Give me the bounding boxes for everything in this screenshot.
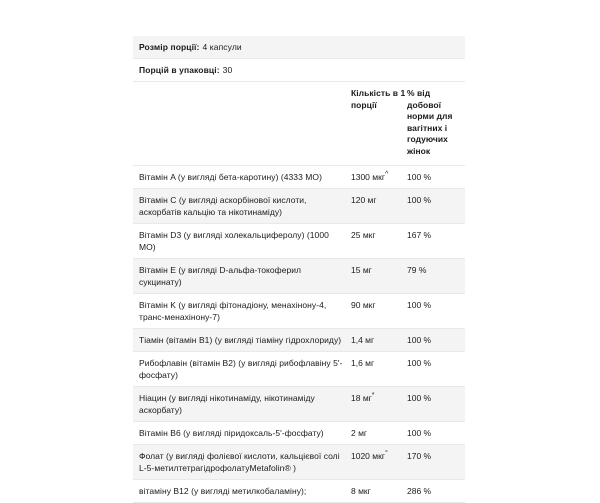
- nutrient-row: [133, 329, 465, 352]
- nutrient-amount: [351, 450, 407, 462]
- nutrient-name: Вітамін D3 (у вигляді холекальциферолу) (1000 МО): [139, 230, 329, 252]
- nutrient-amount-footnote-marker: ^: [384, 171, 389, 179]
- nutrient-name: Ніацин (у вигляді нікотинаміду, нікотинаміду аскорбату): [139, 393, 315, 415]
- nutrient-amount-value: 120 мг: [351, 195, 377, 205]
- column-header-row: [133, 82, 465, 166]
- nutrient-daily-value: 100 %: [407, 393, 432, 403]
- nutrient-amount-footnote-marker: *: [371, 392, 375, 400]
- nutrient-amount-value: 90 мкг: [351, 300, 376, 310]
- nutrient-amount-value: 2 мг: [351, 428, 368, 438]
- nutrient-daily-value: 100 %: [407, 335, 432, 345]
- nutrient-amount-value: 1,4 мг: [351, 335, 375, 345]
- nutrient-amount: [351, 334, 407, 346]
- nutrient-amount-value: 1300 мкг: [351, 172, 385, 182]
- nutrient-name: Вітамін A (у вигляді бета-каротину) (4333 МО): [139, 172, 322, 182]
- serving-info-row: [133, 36, 465, 59]
- nutrient-name: Рибофлавін (вітамін B2) (у вигляді рибофлавіну 5'-фосфату): [139, 358, 343, 380]
- nutrient-daily-value: 100 %: [407, 172, 432, 182]
- nutrient-amount-value: 15 мг: [351, 265, 372, 275]
- nutrient-name: Вітамін B6 (у вигляді піридоксаль-5'-фосфату): [139, 428, 324, 438]
- nutrient-amount: [351, 264, 407, 276]
- nutrient-daily-value: 170 %: [407, 451, 432, 461]
- nutrient-amount: [351, 171, 407, 183]
- nutrient-name: Тіамін (вітамін B1) (у вигляді тіаміну гідрохлориду): [139, 335, 342, 345]
- nutrient-daily-value: 100 %: [407, 195, 432, 205]
- nutrient-amount-value: 18 мг: [351, 393, 372, 403]
- nutrient-name: Фолат (у вигляді фолієвої кислоти, кальцієвої солі L-5-метилтетрагідрофолатуMetafolin® ): [139, 451, 340, 473]
- nutrient-daily-value: 100 %: [407, 428, 432, 438]
- nutrient-row: [133, 189, 465, 224]
- nutrient-row: [133, 387, 465, 422]
- nutrient-amount-value: 1,6 мг: [351, 358, 375, 368]
- nutrient-amount-value: 8 мкг: [351, 486, 371, 496]
- nutrient-name: Вітамін E (у вигляді D-альфа-токоферил сукцинату): [139, 265, 302, 287]
- nutrient-row: [133, 352, 465, 387]
- nutrient-amount-value: 25 мкг: [351, 230, 376, 240]
- nutrient-row: [133, 445, 465, 480]
- serving-info-value: 4 капсули: [202, 42, 242, 52]
- nutrient-row: [133, 166, 465, 189]
- column-header-amount: Кількість в 1 порції: [351, 88, 406, 110]
- nutrient-amount: [351, 392, 407, 404]
- nutrient-name: вітаміну B12 (у вигляді метилкобаламіну);: [139, 486, 307, 496]
- nutrient-daily-value: 79 %: [407, 265, 427, 275]
- serving-info-row: [133, 59, 465, 82]
- nutrient-name: Вітамін K (у вигляді фітонадіону, менахінону-4, транс-менахінону-7): [139, 300, 327, 322]
- serving-info-label: Розмір порції:: [139, 42, 200, 52]
- nutrient-daily-value: 286 %: [407, 486, 432, 496]
- nutrient-amount: [351, 357, 407, 369]
- nutrient-amount: [351, 299, 407, 311]
- nutrient-row: [133, 224, 465, 259]
- column-header-daily-value: % від добової норми для вагітних і годуючих жінок: [407, 88, 453, 156]
- nutrient-amount: [351, 194, 407, 206]
- nutrient-amount-footnote-marker: °: [384, 450, 388, 458]
- supplement-facts-panel: [133, 36, 465, 503]
- nutrient-daily-value: 100 %: [407, 358, 432, 368]
- nutrient-name: Вітамін C (у вигляді аскорбінової кислоти, аскорбатів кальцію та нікотинаміду): [139, 195, 307, 217]
- serving-info-value: 30: [222, 65, 233, 75]
- nutrient-row: [133, 259, 465, 294]
- serving-info-label: Порцій в упаковці:: [139, 65, 220, 75]
- nutrient-row: [133, 422, 465, 445]
- nutrient-amount: [351, 427, 407, 439]
- nutrient-amount: [351, 229, 407, 241]
- nutrient-daily-value: 167 %: [407, 230, 432, 240]
- nutrient-amount: [351, 485, 407, 497]
- nutrient-daily-value: 100 %: [407, 300, 432, 310]
- nutrient-row: [133, 294, 465, 329]
- nutrient-amount-value: 1020 мкг: [351, 451, 385, 461]
